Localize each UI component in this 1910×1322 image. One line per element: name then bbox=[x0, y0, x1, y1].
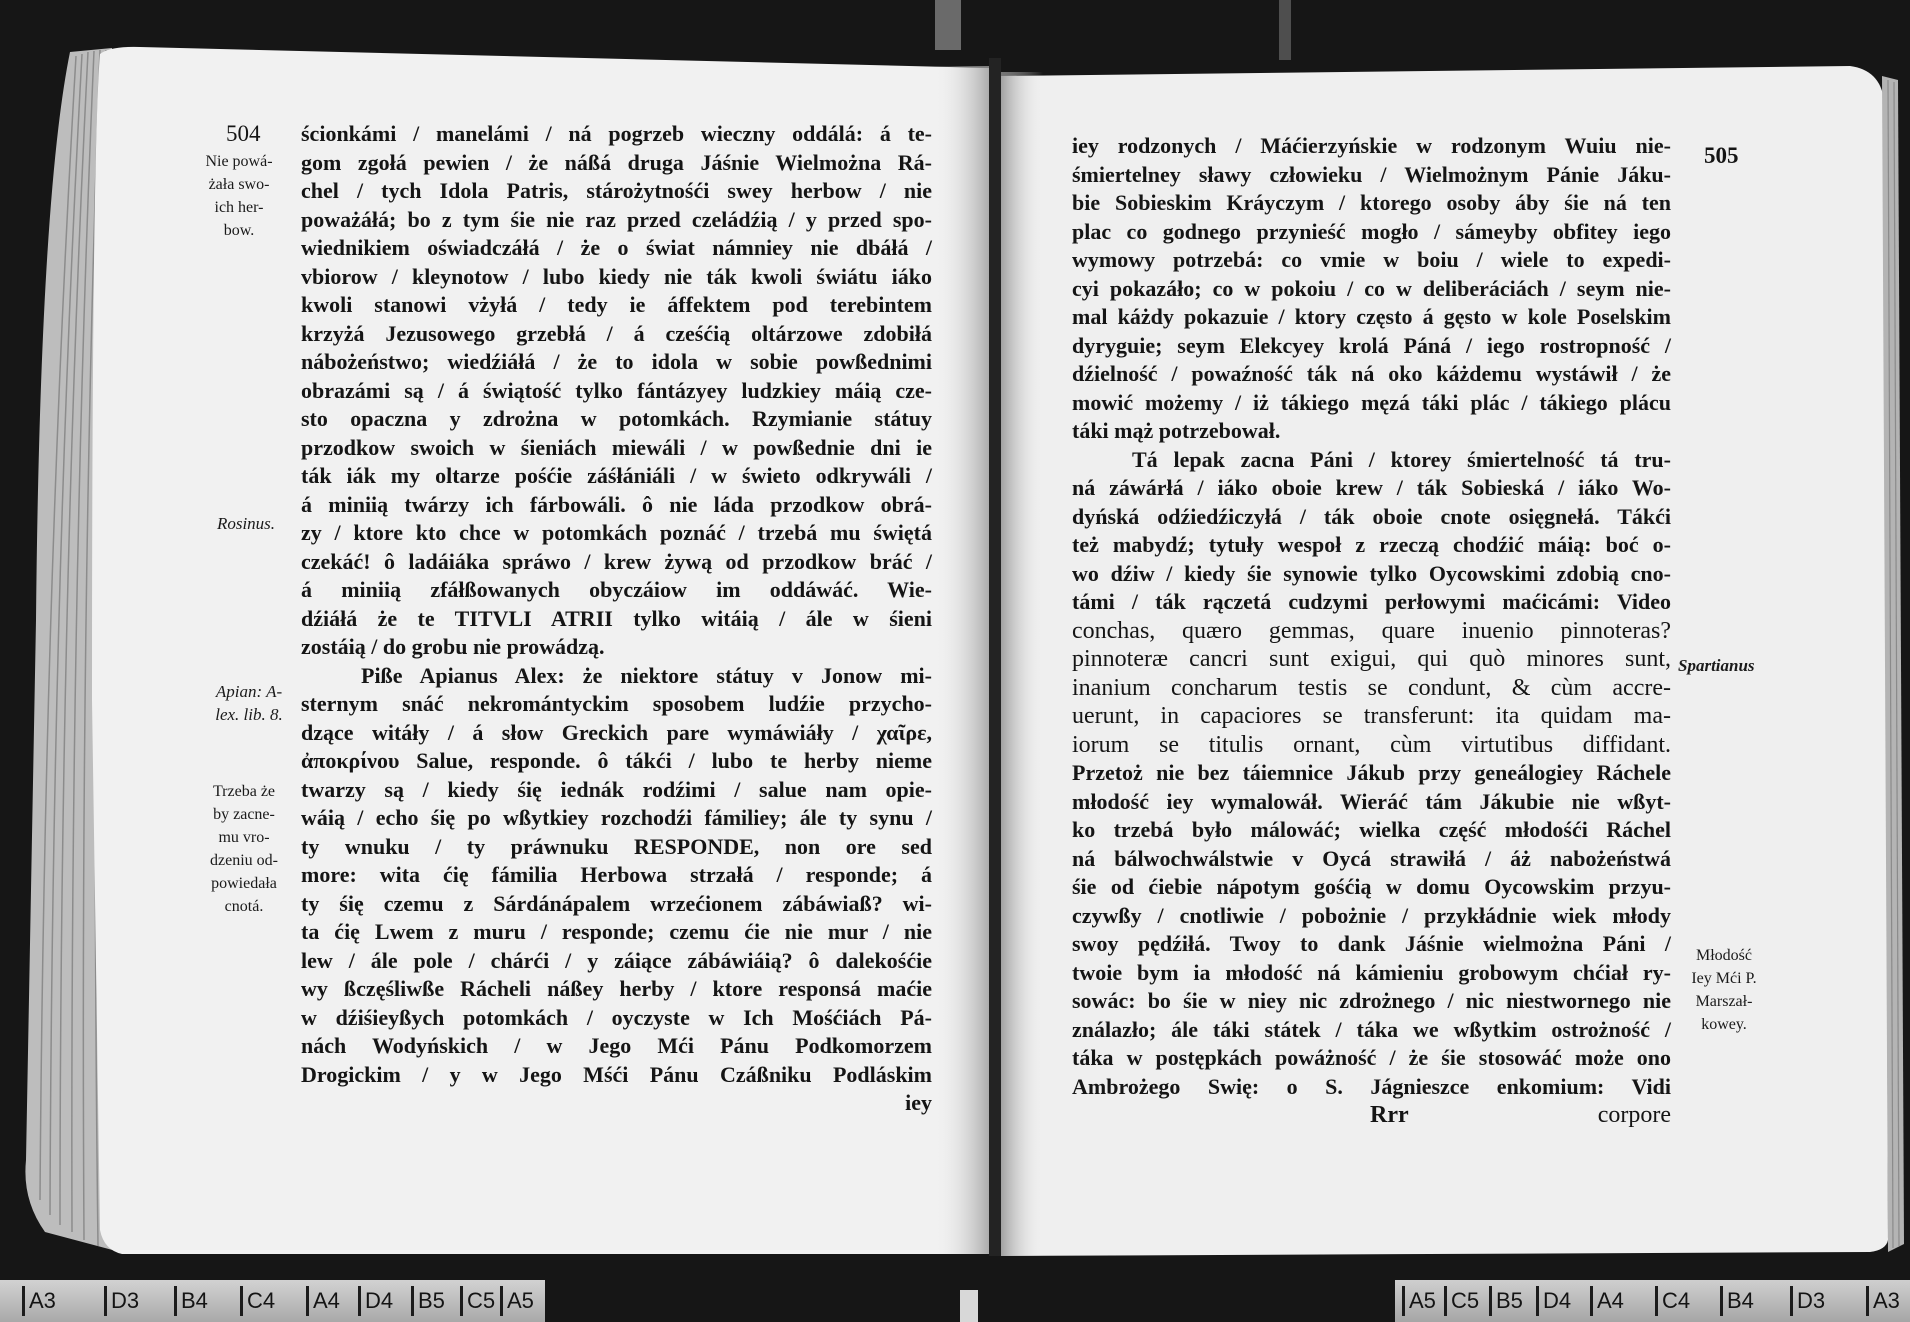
text-line: more: wita ćię fámilia Herbowa strzałá / responde; á bbox=[301, 862, 932, 887]
text-line: iey rodzonych / Máćierzyńskie w rodzonym Wuiu nie- bbox=[1072, 133, 1671, 158]
text-line: swoy pędźiłá. Twoy to dank Jáśnie wielmożna Páni / bbox=[1072, 931, 1671, 956]
page-number-right: 505 bbox=[1704, 143, 1739, 168]
text-line-latin: inanium concharum testis se condunt, & cùm accre- bbox=[1072, 674, 1671, 701]
text-line-paragraph-end: zostáią / do grobu nie prowádzą. bbox=[301, 634, 605, 659]
text-line: dzące witáły / á słow Greckich pare wymáwiáły / χαῖρε, bbox=[301, 719, 932, 745]
text-line: sto opaczna y zdrożna w potomkách. Rzymianie státuy bbox=[301, 406, 932, 431]
text-line: ko trzebá było málowáć; wielka część młodośći Ráchel bbox=[1072, 817, 1671, 842]
target-label: D4 bbox=[1536, 1286, 1571, 1316]
text-line: dźielność / powaźność ták ná oko káżdemu wystáwił / że bbox=[1072, 361, 1671, 386]
text-line: mowić możemy / iż tákiego męzá táki plác / tákiego plácu bbox=[1072, 389, 1671, 415]
target-label: A3 bbox=[22, 1286, 56, 1316]
text-line: vbiorow / kleynotow / lubo kiedy nie ták kwoli świátu iáko bbox=[301, 263, 932, 289]
text-line: chel / tych Idola Patris, stárożytnośći swey herbow / nie bbox=[301, 178, 932, 203]
margin-note-line: cnotá. bbox=[224, 898, 264, 915]
text-line: młodość iey wymalowáł. Wieráć tám Jákubie nie wßyt- bbox=[1072, 788, 1671, 814]
margin-note-line: Spartianus bbox=[1678, 656, 1755, 675]
text-line: mal káżdy pokazuie / ktory często á gęsto w kole Poselskim bbox=[1072, 304, 1671, 329]
gutter bbox=[989, 58, 1001, 1256]
margin-note-line: Iey Mći P. bbox=[1691, 970, 1757, 987]
target-label: B5 bbox=[1489, 1286, 1523, 1316]
text-line: Przetoż nie bez táiemnice Jákub przy geneálogiey Ráchele bbox=[1072, 760, 1671, 785]
text-line: krzyżá Jezusowego grzebłá / á cześćią oltárzowe zdobiłá bbox=[301, 320, 932, 346]
margin-note-line: bow. bbox=[223, 222, 255, 239]
margin-note-line: lex. lib. 8. bbox=[215, 705, 283, 724]
text-line-latin: iorum se titulis ornant, cùm virtutibus diffidant. bbox=[1072, 731, 1671, 758]
text-line: Drogickim / y w Jego Mśći Pánu Czáßniku Podláskim bbox=[301, 1061, 932, 1087]
text-line: cyi pokazáło; co w pokoiu / co w deliberáciách / seym nie- bbox=[1072, 275, 1671, 301]
target-label: D4 bbox=[358, 1286, 393, 1316]
catchword-right: corpore bbox=[1597, 1102, 1671, 1128]
text-line: ἀποκρίνου Salue, responde. ô tákći / lubo te herby nieme bbox=[301, 748, 932, 773]
text-line: wymowy potrzebá: co vmie w boiu / wiele to expedi- bbox=[1072, 247, 1671, 272]
text-line: czekáć! ô ladáiáka spráwo / krew żywą od przodkow bráć / bbox=[301, 548, 932, 574]
text-line: sternym snáć nekromántyckim sposobem ludźie przycho- bbox=[301, 691, 932, 716]
scanner-clamp bbox=[935, 0, 961, 50]
target-label: C4 bbox=[240, 1286, 275, 1316]
margin-note-line: Młodość bbox=[1696, 947, 1752, 964]
margin-note-line: dzeniu od- bbox=[210, 852, 278, 869]
text-line: lew / ále pole / chárći / y záiące zábáwiáią? ô dalekośćie bbox=[301, 947, 932, 973]
text-line: gom zgołá pewien / że náßá druga Jáśnie Wielmożna Rá- bbox=[301, 149, 932, 175]
margin-note-line: mu vro- bbox=[218, 829, 270, 846]
signature-mark: Rrr bbox=[1370, 1102, 1409, 1128]
margin-note-line: Apian: A- bbox=[215, 682, 283, 701]
target-label: A4 bbox=[306, 1286, 340, 1316]
text-line: kwoli stanowi vżyłá / tedy ie áffektem pod terebintem bbox=[301, 292, 932, 317]
text-line: plac co godnego przynieść mogło / sámeyby obfitey iego bbox=[1072, 218, 1671, 244]
text-line: w dźiśieyßych potomkách / oyczyste w Ich Mośćiách Pá- bbox=[301, 1004, 932, 1030]
text-line: wo dźiw / kiedy śie synowie tylko Oycowskimi zdobią cno- bbox=[1072, 560, 1671, 586]
target-label: B5 bbox=[411, 1286, 445, 1316]
text-line-paragraph-start: Tá lepak zacna Páni / ktorey śmiertelność tá tru- bbox=[1132, 446, 1671, 472]
scanner-clamp bbox=[1279, 0, 1291, 60]
margin-note-source bbox=[206, 512, 286, 535]
text-line: obrazámi są / á świątość tylko fántázyey ludzkiey máią cze- bbox=[301, 377, 932, 403]
target-label: C5 bbox=[460, 1286, 495, 1316]
text-line: wy ßczęśliwße Rácheli náßey herby / ktore responsá maćie bbox=[301, 976, 932, 1001]
text-line: ścionkámi / manelámi / ná pogrzeb wieczny oddálá: á te- bbox=[301, 121, 932, 146]
right-gutter-shadow bbox=[1001, 72, 1043, 1256]
text-line-latin: uerunt, in capaciores se transferunt: ita quidam ma- bbox=[1072, 703, 1671, 729]
target-label: A3 bbox=[1866, 1286, 1900, 1316]
margin-note bbox=[198, 780, 290, 918]
text-line: twarzy są / kiedy śię iednák rodźimi / salue nam opie- bbox=[301, 776, 932, 802]
target-label: A5 bbox=[1402, 1286, 1436, 1316]
margin-note-line: kowey. bbox=[1701, 1016, 1747, 1033]
margin-note-line: ich her- bbox=[214, 199, 264, 216]
text-line: nábożeństwo; wiedźiáłá / że to idola w sobie powßednimi bbox=[301, 349, 932, 374]
text-line: bie Sobieskim Kráyczym / ktorego osoby áby śie ná ten bbox=[1072, 190, 1671, 215]
margin-note-line: Nie powá- bbox=[205, 153, 273, 170]
text-line: sowác: bo śie w niey nic zdrożnego / nic niestwornego nie bbox=[1072, 988, 1671, 1013]
margin-note-line: Marszał- bbox=[1695, 993, 1753, 1010]
text-line: ta ćię Lwem z muru / responde; czemu ćie nie mur / nie bbox=[301, 919, 932, 944]
text-line: ználazło; ále táki státek / táka we wßytkim ostrożność / bbox=[1072, 1016, 1671, 1042]
text-line: ty śię czemu z Sárdánápalem wrzećionem zábáwiaß? wi- bbox=[301, 890, 932, 916]
margin-note-line: Rosinus. bbox=[216, 514, 276, 533]
target-label: B4 bbox=[1720, 1286, 1754, 1316]
target-label: C4 bbox=[1655, 1286, 1690, 1316]
text-line-latin: conchas, quæro gemmas, quare inuenio pinnoteras? bbox=[1072, 617, 1671, 644]
text-line: dźiáłá że te TITVLI ATRII tylko witáią / ále w śieni bbox=[301, 605, 932, 631]
text-line: ty wnuku / ty práwnuku RESPONDE, non ore sed bbox=[301, 833, 932, 859]
target-strip-left bbox=[0, 1280, 545, 1322]
text-line: ná bálwochwálstwie v Oycá strawiłá / áż nabożeństwá bbox=[1072, 845, 1671, 871]
text-line: śie od ćiebie nápotym gośćią w domu Oycowskim przyu- bbox=[1072, 874, 1671, 899]
margin-note-source bbox=[206, 680, 292, 726]
target-label: D3 bbox=[104, 1286, 139, 1316]
text-line: przodkow swoich w śieniách miewáli / w powßednie dni ie bbox=[301, 434, 932, 460]
text-line: zy / ktore kto chce w potomkách poznáć / trzebá mu świętá bbox=[301, 520, 932, 545]
target-label: A4 bbox=[1590, 1286, 1624, 1316]
text-line: też mabydź; tytuły wespoł z rzeczą chodźić máią: boć o- bbox=[1072, 532, 1671, 557]
color-target-strip bbox=[0, 1280, 1910, 1322]
text-line: táka w postępkách powáżność / że śie stosowáć może ono bbox=[1072, 1045, 1671, 1070]
text-line: wiednikiem oświadczáłá / że o świat námniey nie dbáłá / bbox=[301, 235, 932, 260]
target-label: C5 bbox=[1444, 1286, 1479, 1316]
text-line-paragraph-start: Piße Apianus Alex: że niektore státuy v Jonow mi- bbox=[361, 662, 932, 688]
right-page-text bbox=[1072, 132, 1671, 1101]
text-line: twoie bym ia młodość ná kámieniu grobowym chćiał ry- bbox=[1072, 959, 1671, 985]
page-number-left: 504 bbox=[226, 121, 261, 146]
text-line: á miniią twárzy ich fárbowáli. ô nie láda przodkow obrá- bbox=[301, 491, 932, 517]
text-line: Ambrożego Swię: o S. Jágnieszce enkomium: Vidi bbox=[1072, 1073, 1671, 1099]
margin-note-line: żała swo- bbox=[208, 176, 270, 193]
text-line-latin: pinnoteræ cancri sunt exigui, qui quò minores sunt, bbox=[1072, 646, 1671, 672]
text-line-paragraph-end: táki mąż potrzebował. bbox=[1072, 418, 1281, 443]
margin-note bbox=[196, 150, 282, 242]
catchword-left: iey bbox=[905, 1090, 932, 1115]
text-line: ná záwárłá / iáko oboie krew / ták Sobieská / iáko Wo- bbox=[1072, 475, 1671, 500]
text-line: nách Wodyńskich / w Jego Mći Pánu Podkomorzem bbox=[301, 1033, 932, 1058]
margin-note-line: by zacne- bbox=[213, 806, 275, 823]
text-line: czywßy / cnotliwie / pobożnie / przykłádnie wiek młody bbox=[1072, 902, 1671, 928]
text-line: śmiertelney sławy człowieku / Wielmożnym Pánie Jáku- bbox=[1072, 161, 1671, 187]
margin-note bbox=[1674, 944, 1774, 1036]
margin-note-source bbox=[1678, 654, 1778, 677]
margin-note-line: Trzeba że bbox=[212, 783, 276, 800]
left-page-text bbox=[301, 120, 932, 1089]
text-line: poważáłá; bo z tym śie nie raz przed czeládźią / y przed spo- bbox=[301, 206, 932, 232]
text-line: ták iák my oltarze pośćie záśłániáli / w świeto odkrywáli / bbox=[301, 463, 932, 488]
margin-note-line: powiedała bbox=[211, 875, 277, 892]
text-line: á miniią zfáłßowanych obyczáiow im oddáwáć. Wie- bbox=[301, 577, 932, 602]
text-line: támi / ták rączetá cudzymi perłowymi maćicámi: Video bbox=[1072, 589, 1671, 614]
target-label: D3 bbox=[1790, 1286, 1825, 1316]
text-line: dyryguie; seym Elekcyey krolá Páná / iego rostropność / bbox=[1072, 332, 1671, 358]
target-strip-center-mark bbox=[960, 1290, 978, 1322]
left-gutter-shadow bbox=[935, 66, 989, 1254]
target-strip-right bbox=[1395, 1280, 1910, 1322]
text-line: dyńská odźiedźiczyłá / ták oboie cnote osięgnełá. Tákći bbox=[1072, 503, 1671, 529]
text-line: wáią / echo śię po wßytkiey rozchodźi fámiliey; ále ty synu / bbox=[301, 805, 932, 830]
target-label: A5 bbox=[500, 1286, 534, 1316]
target-label: B4 bbox=[174, 1286, 208, 1316]
